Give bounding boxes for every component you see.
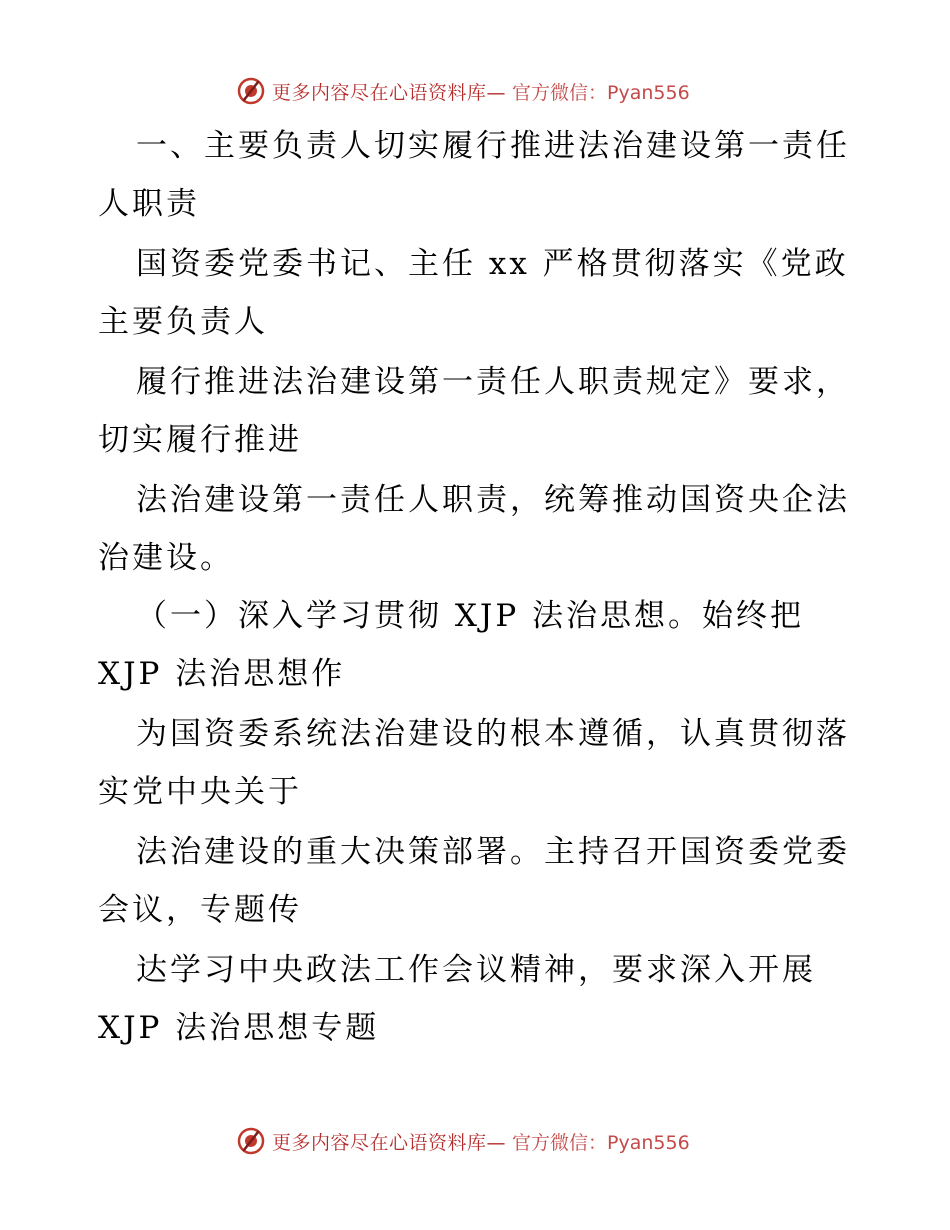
text-line: XJP 法治思想专题 <box>98 1010 380 1046</box>
text-line: 达学习中央政法工作会议精神，要求深入开展 <box>136 952 816 988</box>
text-line: 为国资委系统法治建设的根本遵循，认真贯彻落 <box>136 716 850 752</box>
text-line: 法治建设第一责任人职责，统筹推动国资央企法 <box>136 482 850 518</box>
text-line: 履行推进法治建设第一责任人职责规定》要求， <box>136 364 850 400</box>
text-line: 法治建设的重大决策部署。主持召开国资委党委 <box>136 834 850 870</box>
watermark-text: 更多内容尽在心语资料库— <box>272 1131 507 1154</box>
text-line: 主要负责人 <box>98 304 268 340</box>
text-line: 切实履行推进 <box>98 422 302 458</box>
text-line: 治建设。 <box>98 540 234 576</box>
watermark-text: 更多内容尽在心语资料库— <box>272 81 507 104</box>
text-line: 一、主要负责人切实履行推进法治建设第一责任 <box>136 128 850 164</box>
text-line: （一）深入学习贯彻 XJP 法治思想。始终把 <box>136 598 805 634</box>
pen-logo-icon <box>236 76 266 106</box>
text-line: 会议，专题传 <box>98 892 302 928</box>
header-watermark <box>236 74 690 108</box>
footer-watermark <box>236 1124 690 1158</box>
text-line: 人职责 <box>98 186 200 222</box>
text-line: 国资委党委书记、主任 xx 严格贯彻落实《党政 <box>136 246 849 282</box>
watermark-suffix: 官方微信：Pyan556 <box>512 81 690 104</box>
pen-logo-icon <box>236 1126 266 1156</box>
text-line: 实党中央关于 <box>98 774 302 810</box>
text-line: XJP 法治思想作 <box>98 656 346 692</box>
watermark-suffix: 官方微信：Pyan556 <box>512 1131 690 1154</box>
